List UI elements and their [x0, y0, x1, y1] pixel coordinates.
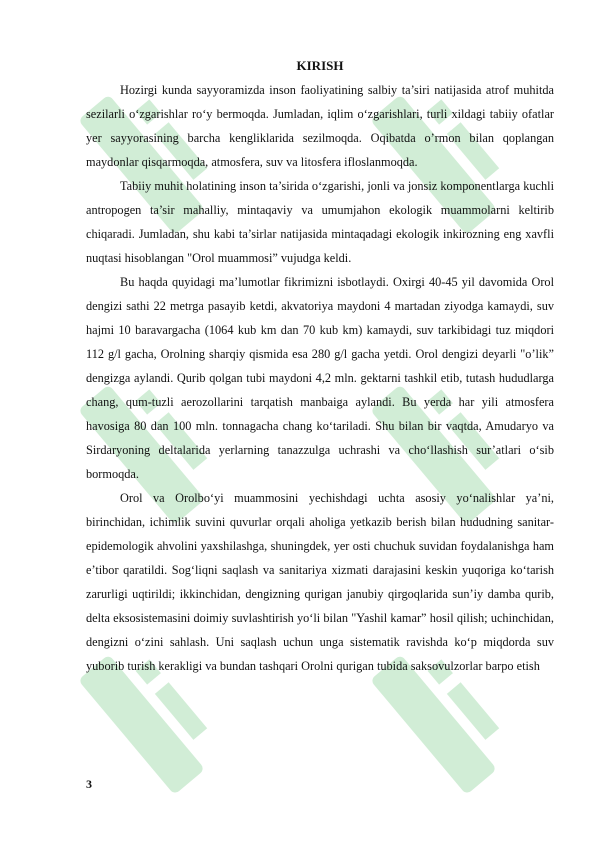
paragraph: Bu haqda quyidagi ma’lumotlar fikrimizni isbotlaydi. Oxirgi 40-45 yil davomida Orol dengizi sathi 22 metrga pasayib ketdi, akvatoriya maydoni 4 martadan ziyodga kamaydi, suv hajmi 10 baravargacha (1064 kub km dan 70 kub km) kamaydi, suv tarkibidagi tuz miqdori 112 g/l gacha, Orolning sharqiy qismida esa 280 g/l gacha yetdi. Orol dengizi deyarli "o’lik” dengizga aylandi. Qurib qolgan tubi maydoni 4,2 mln. gektarni tashkil etib, tutash hududlarga chang, qum-tuzli aerozollarini tarqatish manbaiga aylandi. Bu yerda har yili atmosfera havosiga 80 dan 100 mln. tonnagacha chang ko‘tariladi. Shu bilan bir vaqtda, Amudaryo va Sirdaryoning deltalarida yerlarning tanazzulga uchrashi va cho‘llashish sur’atlari o‘sib bormoqda.	[86, 275, 554, 481]
page-number: 3	[86, 777, 92, 791]
document-page	[86, 56, 554, 678]
paragraph: Hozirgi kunda sayyoramizda inson faoliyatining salbiy ta’siri natijasida atrof muhitda sezilarli o‘zgarishlar ro‘y bermoqda. Jumladan, iqlim o‘zgarishlari, turli xildagi tabiiy ofatlar yer sayyorasining barcha kengliklarida sezilmoqda. Oqibatda o’rmon bilan qoplangan maydonlar qisqarmoqda, atmosfera, suv va litosfera ifloslanmoqda.	[86, 83, 554, 169]
paragraph: Tabiiy muhit holatining inson ta’sirida o‘zgarishi, jonli va jonsiz komponentlarga kuchli antropogen ta’sir mahalliy, mintaqaviy va umumjahon ekologik muammolarni keltirib chiqaradi. Jumladan, shu kabi ta’sirlar natijasida mintaqadagi ekologik inkirozning eng xavfli nuqtasi hisoblangan "Orol muammosi” vujudga keldi.	[86, 179, 554, 265]
paragraph: Orol va Orolbo‘yi muammosini yechishdagi uchta asosiy yo‘nalishlar ya’ni, birinchidan, ichimlik suvini quvurlar orqali aholiga yetkazib berish bilan hududning sanitar-epidemologik ahvolini yaxshilashga, shuningdek, yer osti chuchuk suvidan foydalanishga ham e’tibor qaratildi. Sog‘liqni saqlash va sanitariya xizmati darajasini keskin yuqoriga ko‘tarish zarurligi uqtirildi; ikkinchidan, dengizning qurigan janubiy qirgoqlarida sun’iy damba qurib, delta eksosistemasini doimiy suvlashtirish yo‘li bilan "Yashil kamar” hosil qilish; uchinchidan, dengizni o‘zini sahlash. Uni saqlash uchun unga sistematik ravishda ko‘p miqdorda suv yuborib turish kerakligi va bundan tashqari Orolni qurigan tubida saksovulzorlar barpo etish	[86, 491, 554, 673]
page-title: KIRISH	[296, 58, 344, 73]
